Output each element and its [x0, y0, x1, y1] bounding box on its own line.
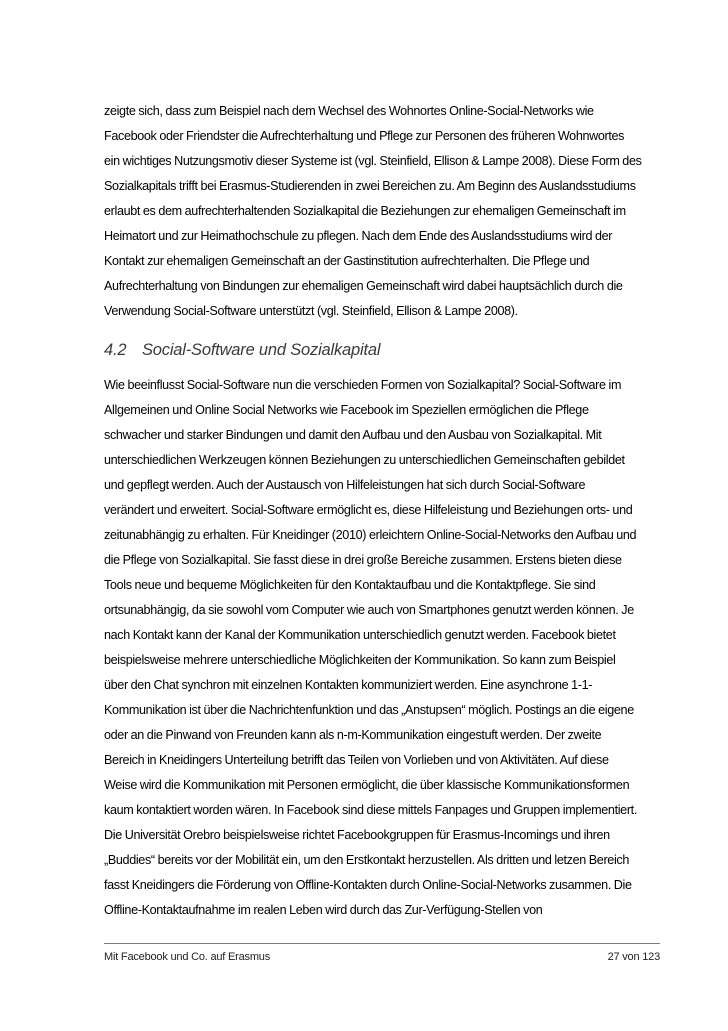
- text-line: Bereich in Kneidingers Unterteilung betrifft das Teilen von Vorlieben und von Aktivitäten. Auf diese: [104, 753, 609, 767]
- text-line: Weise wird die Kommunikation mit Personen ermöglicht, die über klassische Kommunikationsformen: [104, 778, 630, 792]
- footer-page-number: 27 von 123: [607, 951, 660, 963]
- text-line: Wie beeinflusst Social-Software nun die verschieden Formen von Sozialkapital? Social-Software im: [104, 378, 622, 392]
- paragraph-social-software: [104, 373, 660, 923]
- footer-document-title: Mit Facebook und Co. auf Erasmus: [104, 951, 271, 963]
- text-line: Die Universität Orebro beispielsweise richtet Facebookgruppen für Erasmus-Incomings und ihren: [104, 828, 610, 842]
- text-line: und gepflegt werden. Auch der Austausch von Hilfeleistungen hat sich durch Social-Software: [104, 478, 586, 492]
- text-line: Kontakt zur ehemaligen Gemeinschaft an der Gastinstitution aufrechterhalten. Die Pflege und: [104, 254, 590, 268]
- text-line: „Buddies“ bereits vor der Mobilität ein, um den Erstkontakt herzustellen. Als dritten und letzen Bereich: [104, 853, 630, 867]
- text-line: ein wichtiges Nutzungsmotiv dieser Systeme ist (vgl. Steinfield, Ellison & Lampe 2008). Diese Form des: [104, 154, 642, 168]
- text-line: zeigte sich, dass zum Beispiel nach dem Wechsel des Wohnortes Online-Social-Networks wie: [104, 104, 594, 118]
- text-line: Facebook oder Friendster die Aufrechterhaltung und Pflege zur Personen des früheren Wohnwortes: [104, 129, 625, 143]
- text-line: die Pflege von Sozialkapital. Sie fasst diese in drei große Bereiche zusammen. Erstens bieten diese: [104, 553, 622, 567]
- text-line: Aufrechterhaltung von Bindungen zur ehemaligen Gemeinschaft wird dabei hauptsächlich durch die: [104, 279, 623, 293]
- text-line: schwacher und starker Bindungen und damit den Aufbau und den Ausbau von Sozialkapital. Mit: [104, 428, 602, 442]
- section-title: Social-Software und Sozialkapital: [142, 341, 381, 359]
- text-line: ortsunabhängig, da sie sowohl vom Computer wie auch von Smartphones genutzt werden können. Je: [104, 603, 634, 617]
- text-line: oder an die Pinwand von Freunden kann als n-m-Kommunikation eingestuft werden. Der zweite: [104, 728, 602, 742]
- text-line: nach Kontakt kann der Kanal der Kommunikation unterschiedlich genutzt werden. Facebook bietet: [104, 628, 616, 642]
- text-line: Allgemeinen und Online Social Networks wie Facebook im Speziellen ermöglichen die Pflege: [104, 403, 589, 417]
- text-line: über den Chat synchron mit einzelnen Kontakten kommuniziert werden. Eine asynchrone 1-1-: [104, 678, 593, 692]
- text-line: Tools neue und bequeme Möglichkeiten für den Kontaktaufbau und die Kontaktpflege. Sie sind: [104, 578, 596, 592]
- text-line: verändert und erweitert. Social-Software ermöglicht es, diese Hilfeleistung und Beziehungen orts- und: [104, 503, 633, 517]
- text-line: unterschiedlichen Werkzeugen können Beziehungen zu unterschiedlichen Gemeinschaften gebildet: [104, 453, 625, 467]
- section-heading: [104, 341, 660, 367]
- section-number: 4.2: [104, 341, 127, 359]
- text-line: erlaubt es dem aufrechterhaltenden Sozialkapital die Beziehungen zur ehemaligen Gemeinschaft im: [104, 204, 626, 218]
- text-line: Verwendung Social-Software unterstützt (vgl. Steinfield, Ellison & Lampe 2008).: [104, 304, 518, 318]
- text-line: Heimatort und zur Heimathochschule zu pflegen. Nach dem Ende des Auslandsstudiums wird der: [104, 229, 613, 243]
- text-line: zeitunabhängig zu erhalten. Für Kneidinger (2010) erleichtern Online-Social-Networks den Aufbau und: [104, 528, 637, 542]
- text-line: fasst Kneidingers die Förderung von Offline-Kontakten durch Online-Social-Networks zusammen. Die: [104, 878, 632, 892]
- footer-divider: [104, 943, 660, 944]
- text-line: Offline-Kontaktaufnahme im realen Leben wird durch das Zur-Verfügung-Stellen von: [104, 903, 543, 917]
- text-line: kaum kontaktiert worden wären. In Facebook sind diese mittels Fanpages und Gruppen implementiert.: [104, 803, 637, 817]
- text-line: Kommunikation ist über die Nachrichtenfunktion und das „Anstupsen“ möglich. Postings an die eigene: [104, 703, 634, 717]
- text-line: Sozialkapitals trifft bei Erasmus-Studierenden in zwei Bereichen zu. Am Beginn des Auslandsstudiums: [104, 179, 636, 193]
- paragraph-social-capital-maintenance: [104, 99, 660, 324]
- text-line: beispielsweise mehrere unterschiedliche Möglichkeiten der Kommunikation. So kann zum Beispiel: [104, 653, 616, 667]
